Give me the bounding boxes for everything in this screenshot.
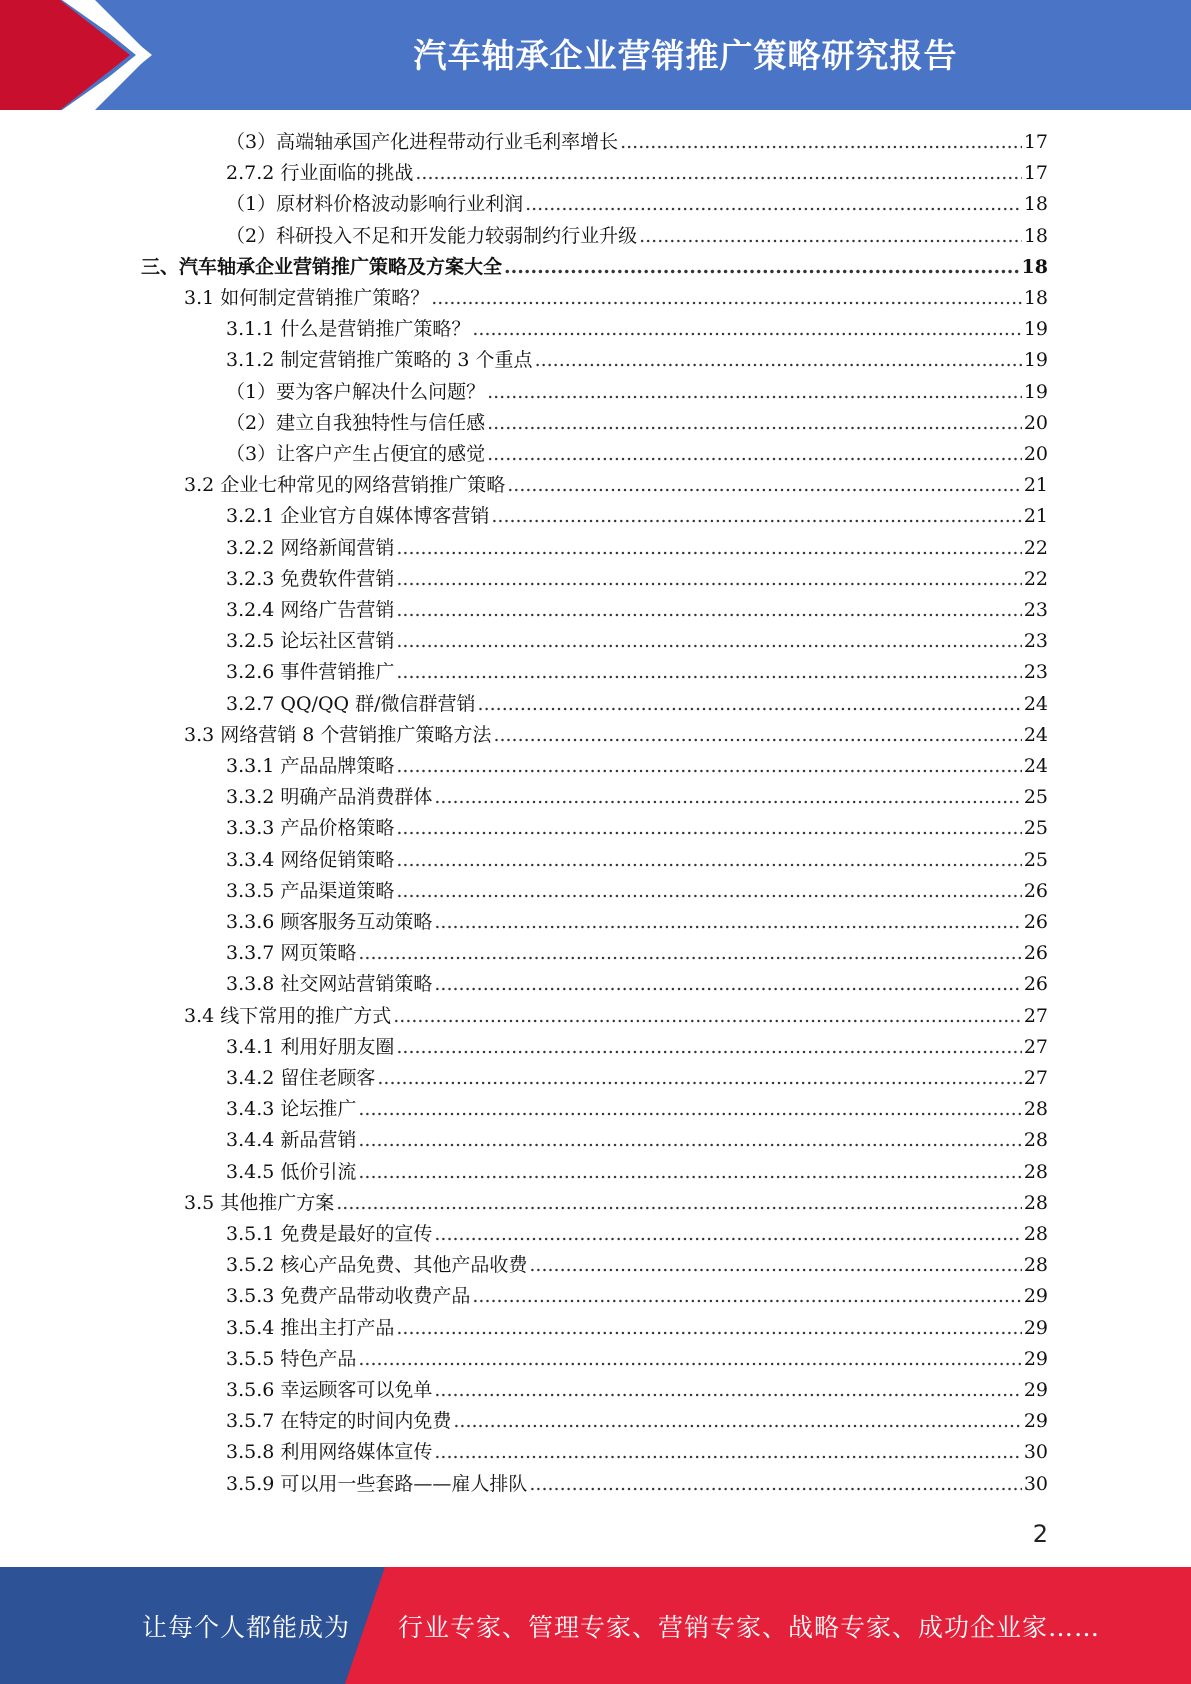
toc-entry-page: 19 — [1023, 318, 1048, 341]
toc-entry-label: （1）要为客户解决什么问题？ — [226, 380, 486, 403]
toc-entry[interactable] — [226, 1470, 1048, 1498]
toc-entry[interactable] — [226, 440, 1048, 468]
toc-entry[interactable] — [184, 1002, 1048, 1030]
toc-entry-label: 3.3.3 产品价格策略 — [226, 817, 395, 840]
toc-entry[interactable] — [226, 502, 1048, 530]
toc-entry-label: 三、汽车轴承企业营销推广策略及方案大全 — [141, 255, 503, 278]
toc-entry-label: 3.5.7 在特定的时间内免费 — [226, 1410, 452, 1433]
toc-entry-page: 27 — [1023, 1035, 1048, 1058]
toc-entry-label: 3.3.2 明确产品消费群体 — [226, 786, 433, 809]
toc-entry[interactable] — [184, 284, 1048, 312]
toc-entry-label: 2.7.2 行业面临的挑战 — [226, 162, 414, 185]
toc-entry-label: 3.4.2 留住老顾客 — [226, 1067, 376, 1089]
toc-entry-page: 29 — [1023, 1410, 1048, 1433]
toc-entry[interactable] — [184, 1189, 1048, 1217]
toc-entry-page: 26 — [1023, 879, 1048, 902]
toc-leader-dots — [529, 1470, 1021, 1498]
toc-entry-page: 28 — [1023, 1129, 1048, 1152]
toc-entry-label: 3.2.1 企业官方自媒体博客营销 — [226, 505, 490, 528]
toc-entry-label: 3.5.5 特色产品 — [226, 1347, 357, 1370]
toc-leader-dots — [507, 471, 1022, 499]
toc-entry[interactable] — [226, 1095, 1048, 1123]
toc-leader-dots — [396, 1314, 1021, 1342]
toc-entry-page: 24 — [1023, 723, 1048, 746]
toc-entry[interactable] — [226, 128, 1048, 156]
toc-entry-page: 25 — [1023, 848, 1048, 871]
toc-leader-dots — [434, 1220, 1021, 1248]
toc-entry-page: 28 — [1023, 1160, 1048, 1183]
toc-entry-label: 3.3.5 产品渠道策略 — [226, 879, 395, 902]
toc-entry-page: 17 — [1023, 162, 1048, 185]
toc-leader-dots — [358, 1095, 1021, 1123]
toc-entry-page: 18 — [1023, 193, 1048, 216]
toc-entry-page: 26 — [1023, 942, 1048, 965]
toc-leader-dots — [396, 752, 1021, 780]
footer-slogan-right: 行业专家、管理专家、营销专家、战略专家、成功企业家…… — [398, 1612, 1101, 1642]
toc-leader-dots — [358, 1158, 1021, 1186]
toc-entry-page: 25 — [1023, 786, 1048, 809]
toc-entry-label: （1）原材料价格波动影响行业利润 — [226, 193, 524, 216]
toc-entry-page: 19 — [1023, 349, 1048, 372]
toc-entry-label: 3.1.2 制定营销推广策略的 3 个重点 — [226, 349, 533, 372]
toc-leader-dots — [415, 159, 1021, 187]
toc-leader-dots — [393, 1002, 1022, 1030]
toc-entry-label: 3.5 其他推广方案 — [184, 1191, 335, 1214]
toc-leader-dots — [396, 565, 1021, 593]
toc-entry-page: 28 — [1023, 1223, 1048, 1245]
toc-leader-dots — [377, 1064, 1021, 1092]
toc-entry-page: 20 — [1023, 443, 1048, 465]
toc-entry-label: 3.5.8 利用网络媒体宣传 — [226, 1441, 433, 1464]
toc-entry[interactable] — [226, 159, 1048, 187]
toc-entry-label: 3.3.1 产品品牌策略 — [226, 755, 395, 777]
toc-leader-dots — [535, 346, 1022, 374]
toc-entry[interactable] — [226, 690, 1048, 718]
toc-entry[interactable] — [226, 222, 1048, 250]
page-footer — [0, 1567, 1191, 1684]
toc-leader-dots — [529, 1251, 1021, 1279]
toc-entry-page: 29 — [1023, 1285, 1048, 1308]
toc-entry-page: 30 — [1023, 1472, 1048, 1495]
toc-leader-dots — [493, 721, 1021, 749]
toc-entry-page: 18 — [1023, 287, 1048, 309]
toc-entry[interactable] — [226, 1251, 1048, 1279]
toc-leader-dots — [525, 190, 1022, 218]
toc-leader-dots — [639, 222, 1022, 250]
toc-entry-page: 24 — [1023, 755, 1048, 777]
toc-entry-label: （2）建立自我独特性与信任感 — [226, 411, 486, 434]
toc-leader-dots — [472, 1282, 1021, 1310]
toc-entry-label: 3.5.2 核心产品免费、其他产品收费 — [226, 1254, 528, 1277]
toc-entry[interactable] — [226, 908, 1048, 936]
toc-leader-dots — [434, 908, 1021, 936]
toc-entry-label: 3.3 网络营销 8 个营销推广策略方法 — [184, 723, 492, 746]
toc-leader-dots — [396, 596, 1021, 624]
toc-entry-page: 27 — [1023, 1004, 1048, 1027]
toc-entry-label: 3.4.5 低价引流 — [226, 1160, 357, 1183]
toc-entry-label: 3.4.1 利用好朋友圈 — [226, 1035, 395, 1058]
toc-entry-label: 3.4 线下常用的推广方式 — [184, 1004, 392, 1027]
toc-entry-page: 22 — [1023, 536, 1048, 559]
toc-entry-page: 21 — [1023, 505, 1048, 528]
toc-leader-dots — [472, 315, 1021, 343]
toc-entry-page: 18 — [1023, 224, 1048, 247]
toc-entry[interactable] — [184, 471, 1048, 499]
toc-entry[interactable] — [226, 346, 1048, 374]
toc-entry-page: 28 — [1023, 1254, 1048, 1277]
toc-entry-page: 20 — [1023, 411, 1048, 434]
toc-entry-page: 28 — [1023, 1191, 1048, 1214]
toc-entry[interactable] — [226, 1158, 1048, 1186]
toc-entry-page: 23 — [1023, 661, 1048, 684]
toc-entry-page: 18 — [1021, 255, 1048, 278]
toc-entry-label: 3.4.4 新品营销 — [226, 1129, 357, 1152]
toc-entry-page: 26 — [1023, 911, 1048, 933]
toc-entry-page: 22 — [1023, 567, 1048, 590]
toc-entry-page: 23 — [1023, 599, 1048, 621]
toc-entry-page: 28 — [1023, 1098, 1048, 1121]
toc-leader-dots — [487, 409, 1022, 437]
toc-leader-dots — [336, 1189, 1022, 1217]
toc-entry[interactable] — [226, 939, 1048, 967]
toc-leader-dots — [434, 970, 1021, 998]
toc-entry[interactable] — [226, 315, 1048, 343]
toc-leader-dots — [396, 814, 1021, 842]
toc-entry-label: 3.2.4 网络广告营销 — [226, 599, 395, 621]
toc-leader-dots — [358, 1126, 1021, 1154]
toc-entry-label: 3.2.5 论坛社区营销 — [226, 630, 395, 653]
toc-entry[interactable] — [184, 721, 1048, 749]
toc-leader-dots — [453, 1407, 1021, 1435]
toc-leader-dots — [487, 440, 1022, 468]
toc-entry[interactable] — [226, 409, 1048, 437]
toc-entry[interactable] — [226, 752, 1048, 780]
toc-entry[interactable] — [226, 1345, 1048, 1373]
toc-entry-page: 30 — [1023, 1441, 1048, 1464]
toc-entry-label: （3）让客户产生占便宜的感觉 — [226, 443, 486, 465]
toc-entry-label: 3.3.6 顾客服务互动策略 — [226, 911, 433, 933]
toc-entry[interactable] — [226, 1314, 1048, 1342]
toc-leader-dots — [396, 1033, 1021, 1061]
toc-leader-dots — [396, 658, 1021, 686]
toc-leader-dots — [487, 378, 1022, 406]
toc-entry[interactable] — [141, 253, 1048, 281]
toc-entry[interactable] — [226, 596, 1048, 624]
toc-entry-label: 3.2 企业七种常见的网络营销推广策略 — [184, 474, 506, 497]
toc-entry[interactable] — [226, 534, 1048, 562]
toc-entry-label: 3.5.1 免费是最好的宣传 — [226, 1223, 433, 1245]
toc-leader-dots — [358, 1345, 1021, 1373]
toc-entry-label: （2）科研投入不足和开发能力较弱制约行业升级 — [226, 224, 638, 247]
toc-entry-label: 3.2.7 QQ/QQ 群/微信群营销 — [226, 692, 476, 715]
toc-leader-dots — [504, 253, 1020, 281]
toc-entry-label: 3.4.3 论坛推广 — [226, 1098, 357, 1121]
toc-leader-dots — [478, 690, 1022, 718]
toc-entry-label: 3.3.4 网络促销策略 — [226, 848, 395, 871]
toc-entry-page: 26 — [1023, 973, 1048, 996]
toc-entry[interactable] — [226, 565, 1048, 593]
page-header — [0, 0, 1191, 110]
toc-entry-page: 17 — [1023, 131, 1048, 153]
toc-entry-label: 3.5.4 推出主打产品 — [226, 1316, 395, 1339]
toc-entry-page: 23 — [1023, 630, 1048, 653]
toc-leader-dots — [434, 783, 1021, 811]
toc-leader-dots — [434, 1376, 1021, 1404]
toc-entry-page: 29 — [1023, 1379, 1048, 1401]
toc-leader-dots — [434, 1438, 1021, 1466]
toc-entry-label: （3）高端轴承国产化进程带动行业毛利率增长 — [226, 131, 619, 153]
toc-entry[interactable] — [226, 1376, 1048, 1404]
toc-leader-dots — [396, 846, 1021, 874]
toc-entry-label: 3.2.3 免费软件营销 — [226, 567, 395, 590]
toc-entry-page: 29 — [1023, 1316, 1048, 1339]
toc-entry-label: 3.1.1 什么是营销推广策略？ — [226, 318, 471, 341]
toc-entry[interactable] — [226, 1282, 1048, 1310]
toc-entry-page: 29 — [1023, 1347, 1048, 1370]
red-chevron-icon — [0, 0, 170, 110]
toc-leader-dots — [358, 939, 1021, 967]
toc-entry[interactable] — [226, 877, 1048, 905]
toc-entry-label: 3.5.3 免费产品带动收费产品 — [226, 1285, 471, 1308]
toc-leader-dots — [396, 877, 1021, 905]
toc-entry[interactable] — [226, 846, 1048, 874]
toc-entry-label: 3.3.7 网页策略 — [226, 942, 357, 965]
toc-entry[interactable] — [226, 970, 1048, 998]
toc-entry[interactable] — [226, 783, 1048, 811]
toc-entry[interactable] — [226, 190, 1048, 218]
toc-entry-page: 25 — [1023, 817, 1048, 840]
footer-slogan-left: 让每个人都能成为 — [142, 1612, 351, 1642]
toc-entry[interactable] — [226, 627, 1048, 655]
toc-entry-page: 24 — [1023, 692, 1048, 715]
toc-leader-dots — [491, 502, 1021, 530]
toc-entry[interactable] — [226, 1033, 1048, 1061]
toc-entry-label: 3.1 如何制定营销推广策略？ — [184, 287, 430, 309]
toc-entry-page: 19 — [1023, 380, 1048, 403]
toc-entry-label: 3.3.8 社交网站营销策略 — [226, 973, 433, 996]
toc-entry[interactable] — [226, 1220, 1048, 1248]
toc-entry[interactable] — [226, 1126, 1048, 1154]
toc-entry-page: 27 — [1023, 1067, 1048, 1089]
toc-entry-label: 3.2.2 网络新闻营销 — [226, 536, 395, 559]
toc-entry[interactable] — [226, 378, 1048, 406]
toc-entry-label: 3.5.9 可以用一些套路——雇人排队 — [226, 1472, 528, 1495]
toc-entry-page: 21 — [1023, 474, 1048, 497]
toc-entry[interactable] — [226, 814, 1048, 842]
toc-entry[interactable] — [226, 1438, 1048, 1466]
toc-leader-dots — [431, 284, 1022, 312]
toc-leader-dots — [396, 627, 1021, 655]
report-title: 汽车轴承企业营销推广策略研究报告 — [413, 35, 958, 75]
toc-leader-dots — [396, 534, 1021, 562]
toc-entry-label: 3.2.6 事件营销推广 — [226, 661, 395, 684]
toc-entry[interactable] — [226, 658, 1048, 686]
toc-entry-label: 3.5.6 幸运顾客可以免单 — [226, 1379, 433, 1401]
toc-leader-dots — [620, 128, 1022, 156]
toc-entry[interactable] — [226, 1407, 1048, 1435]
toc-entry[interactable] — [226, 1064, 1048, 1092]
page-number: 2 — [1032, 1520, 1048, 1548]
